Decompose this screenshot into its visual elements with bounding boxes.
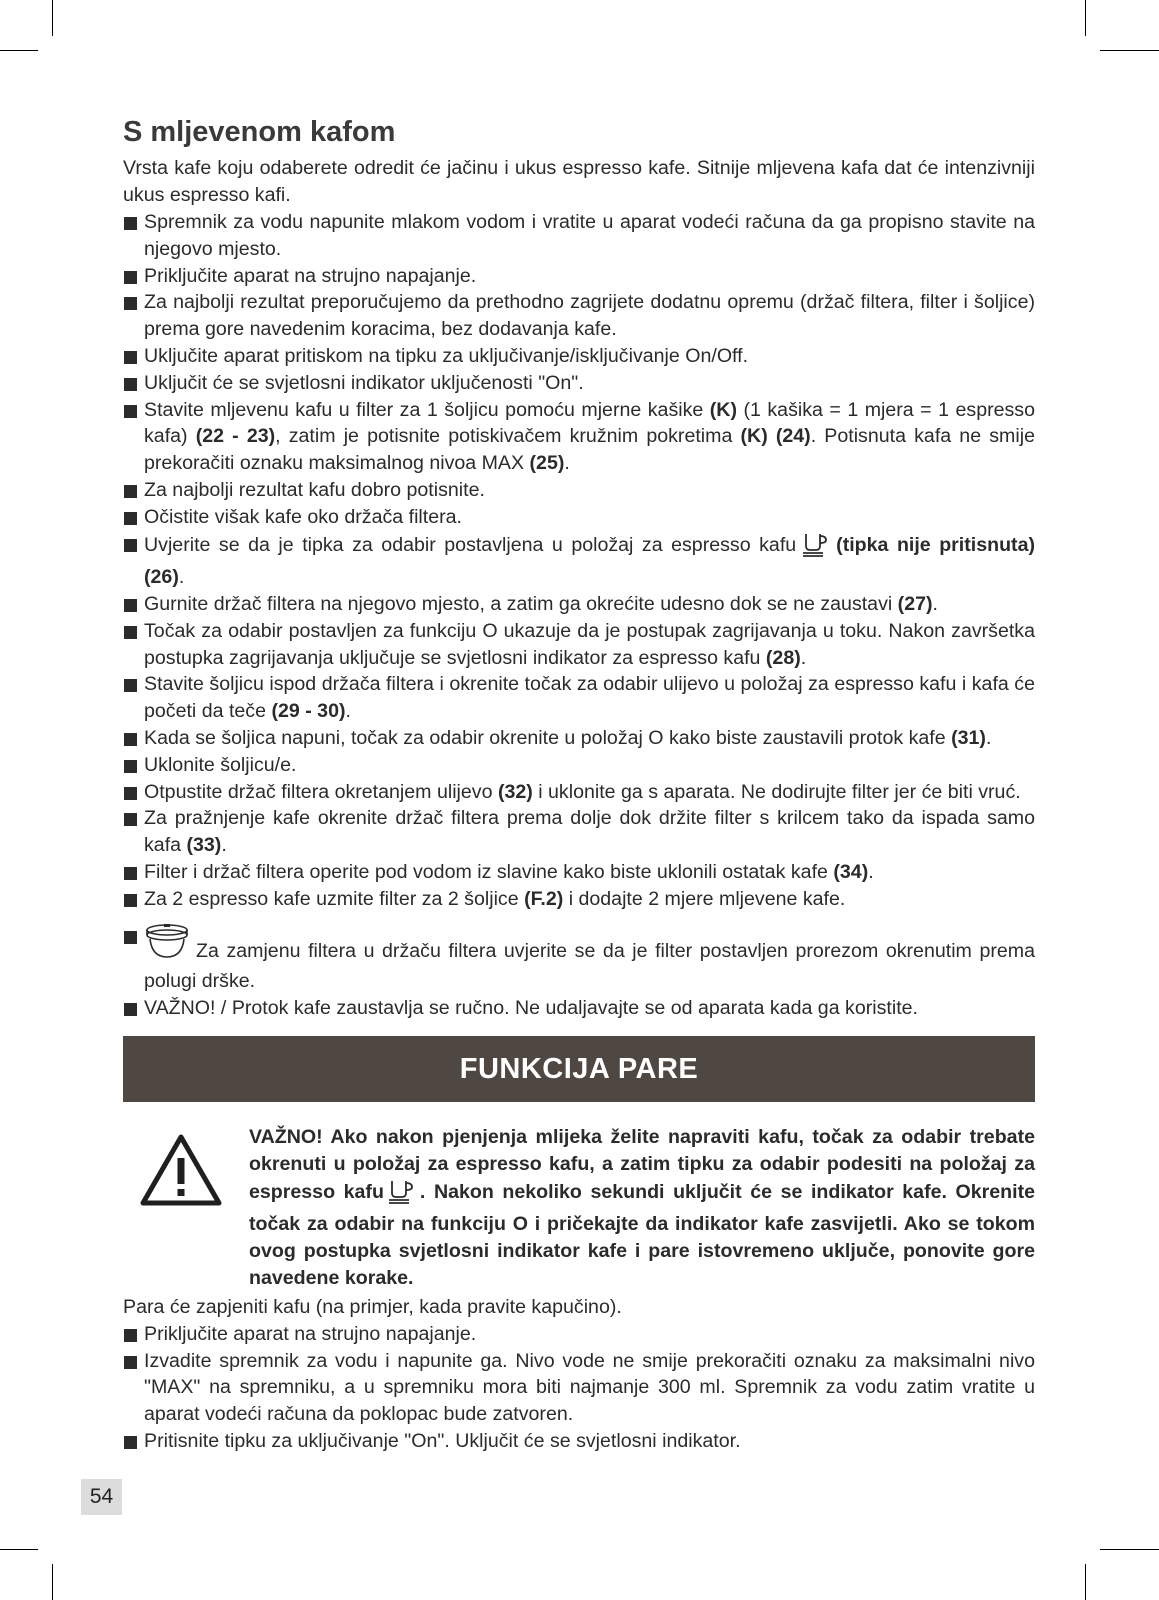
list-item: Gurnite držač filtera na njegovo mjesto, a zatim ga okrećite udesno dok se ne zaustavi (27). — [123, 591, 1035, 618]
list-item: Stavite mljevenu kafu u filter za 1 šoljicu pomoću mjerne kašike (K) (1 kašika = 1 mjera = 1 espresso kafa) (22 - 23), zatim je potisnite potiskivačem kružnim pokretima (K) (24). Potisnuta kafa ne smije prekoračiti oznaku maksimalnog nivoa MAX (25). — [123, 397, 1035, 477]
warning-text: VAŽNO! Ako nakon pjenjenja mlijeka želite napraviti kafu, točak za odabir trebate okrenuti u položaj za espresso kafu, a zatim tipku za odabir podesiti na položaj za espresso kafu . Nakon nekoliko sekundi uključit će se indikator kafe. Okrenite točak za odabir na funkciju O i pričekajte da indikator kafe zasvijetli. Ako se tokom ovog postupka svjetlosni indikator kafe i pare istovremeno uključe, ponovite gore navedene korake. — [249, 1126, 1036, 1290]
list-item: Priključite aparat na strujno napajanje. — [123, 1321, 1035, 1348]
instruction-list — [123, 209, 1035, 1022]
crop-mark — [1085, 1564, 1086, 1600]
bullet-square-icon — [124, 1003, 137, 1016]
list-item: Spremnik za vodu napunite mlakom vodom i vratite u aparat vodeći računa da ga propisno stavite na njegovo mjesto. — [123, 209, 1035, 263]
section-title: S mljevenom kafom — [123, 116, 396, 148]
list-item: Uključit će se svjetlosni indikator uključenosti "On". — [123, 370, 1035, 397]
bullet-square-icon — [124, 867, 137, 880]
list-item: Uklonite šoljicu/e. — [123, 752, 1035, 779]
bullet-square-icon — [124, 894, 137, 907]
bullet-square-icon — [124, 1329, 137, 1342]
list-item: Za najbolji rezultat preporučujemo da prethodno zagrijete dodatnu opremu (držač filtera, filter i šoljice) prema gore navedenim koracima, bez dodavanja kafe. — [123, 289, 1035, 343]
bullet-square-icon — [124, 405, 137, 418]
list-item: Za pražnjenje kafe okrenite držač filtera prema dolje dok držite filter s krilcem tako da ispada samo kafa (33). — [123, 805, 1035, 859]
bullet-square-icon — [124, 679, 137, 692]
list-item: Filter i držač filtera operite pod vodom iz slavine kako biste uklonili ostatak kafe (34). — [123, 859, 1035, 886]
crop-mark — [1085, 0, 1086, 36]
bullet-square-icon — [124, 297, 137, 310]
banner-title: FUNKCIJA PARE — [459, 1052, 699, 1085]
list-item: Točak za odabir postavljen za funkciju O ukazuje da je postupak zagrijavanja u toku. Nakon završetka postupka zagrijavanja uključuje se svjetlosni indikator za espresso kafu (28). — [123, 618, 1035, 672]
list-item: Uključite aparat pritiskom na tipku za uključivanje/isključivanje On/Off. — [123, 343, 1035, 370]
list-item: Kada se šoljica napuni, točak za odabir okrenite u položaj O kako biste zaustavili protok kafe (31). — [123, 725, 1035, 752]
bullet-square-icon — [124, 1356, 137, 1369]
crop-mark — [0, 1549, 38, 1550]
bullet-square-icon — [124, 351, 137, 364]
list-item: Otpustite držač filtera okretanjem ulijevo (32) i uklonite ga s aparata. Ne dodirujte filter jer će biti vruć. — [123, 779, 1035, 806]
page-number: 54 — [81, 1479, 122, 1515]
bullet-square-icon — [124, 931, 137, 944]
bullet-square-icon — [124, 1436, 137, 1449]
bullet-square-icon — [124, 378, 137, 391]
bullet-square-icon — [124, 760, 137, 773]
bullet-square-icon — [124, 539, 137, 552]
list-item: Pritisnite tipku za uključivanje "On". Uključit će se svjetlosni indikator. — [123, 1428, 1035, 1455]
bullet-square-icon — [124, 626, 137, 639]
bullet-square-icon — [124, 599, 137, 612]
crop-mark — [1100, 50, 1159, 51]
bullet-square-icon — [124, 217, 137, 230]
list-item: Priključite aparat na strujno napajanje. — [123, 263, 1035, 290]
list-item: Za najbolji rezultat kafu dobro potisnite. — [123, 477, 1035, 504]
bullet-square-icon — [124, 485, 137, 498]
list-item: Očistite višak kafe oko držača filtera. — [123, 504, 1035, 531]
list-item: Za 2 espresso kafe uzmite filter za 2 šoljice (F.2) i dodajte 2 mjere mljevene kafe. — [123, 886, 1035, 913]
bullet-square-icon — [124, 787, 137, 800]
espresso-cup-icon — [388, 1178, 416, 1212]
list-item: Stavite šoljicu ispod držača filtera i okrenite točak za odabir ulijevo u položaj za espresso kafu i kafa će početi da teče (29 - 30). — [123, 671, 1035, 725]
instruction-list — [123, 1321, 1035, 1455]
page-content — [123, 116, 1035, 1455]
bullet-square-icon — [124, 813, 137, 826]
list-item: Izvadite spremnik za vodu i napunite ga. Nivo vode ne smije prekoračiti oznaku za maksimalni nivo "MAX" na spremniku, a u spremniku mora biti najmanje 300 ml. Spremnik za vodu zatim vratite u aparat vodeći računa da poklopac bude zatvoren. — [123, 1348, 1035, 1428]
list-item: Uvjerite se da je tipka za odabir postavljena u položaj za espresso kafu (tipka nije pritisnuta) (26). — [123, 531, 1035, 592]
crop-mark — [0, 50, 38, 51]
warning-triangle-icon — [139, 1132, 223, 1213]
warning-box — [123, 1124, 1035, 1294]
espresso-cup-icon — [802, 531, 830, 565]
crop-mark — [52, 0, 53, 36]
bullet-square-icon — [124, 271, 137, 284]
bullet-square-icon — [124, 733, 137, 746]
section-intro: Vrsta kafe koju odaberete odredit će jačinu i ukus espresso kafe. Sitnije mljevena kafa dat će intenzivniji ukus espresso kafi. — [123, 157, 1035, 207]
section-banner — [123, 1036, 1035, 1102]
list-item: VAŽNO! / Protok kafe zaustavlja se ručno. Ne udaljavajte se od aparata kada ga koristite. — [123, 995, 1035, 1022]
filter-icon — [144, 923, 190, 969]
crop-mark — [1100, 1549, 1159, 1550]
bullet-square-icon — [124, 512, 137, 525]
list-item: Za zamjenu filtera u držaču filtera uvjerite se da je filter postavljen prorezom okrenutim prema polugi drške. — [123, 913, 1035, 996]
section-intro: Para će zapjeniti kafu (na primjer, kada pravite kapučino). — [123, 1296, 622, 1319]
crop-mark — [52, 1564, 53, 1600]
